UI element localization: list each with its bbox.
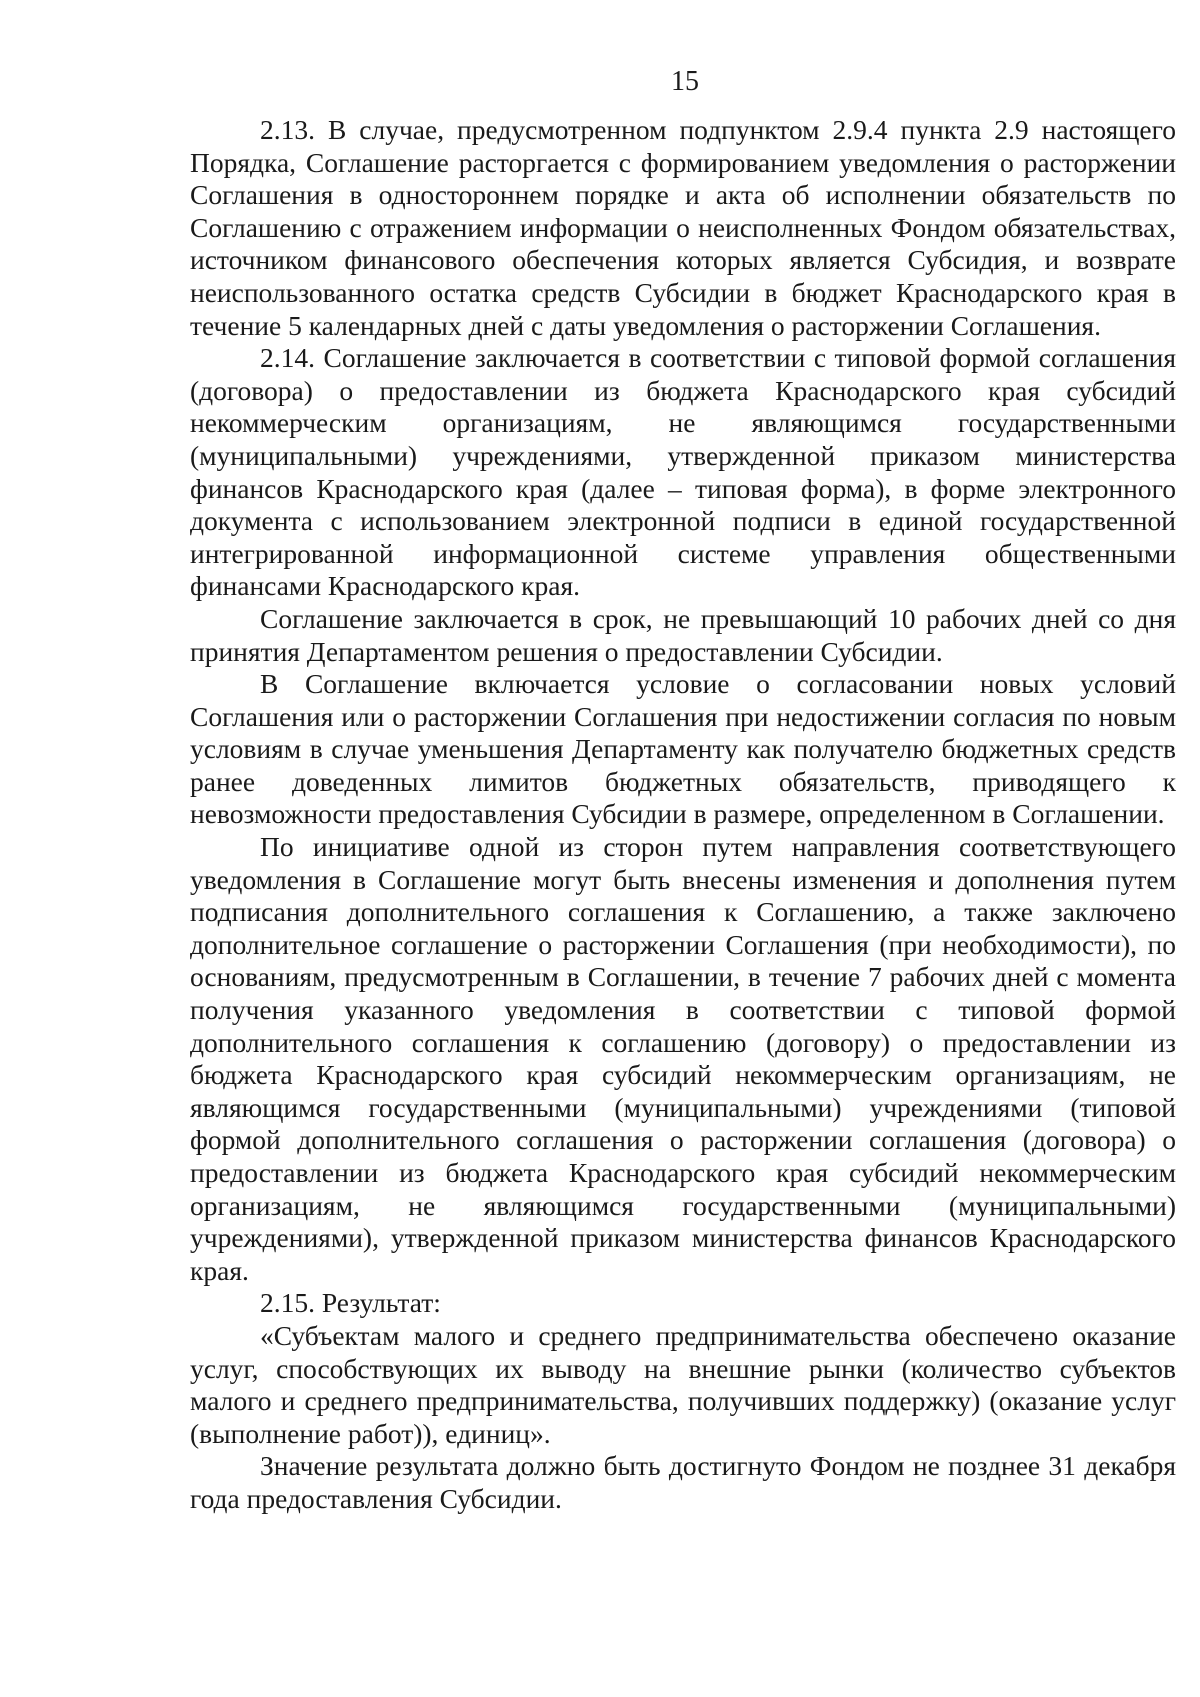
paragraph-new-conditions: В Соглашение включается условие о согласовании новых условий Соглашения или о расторжении Соглашения при недостижении согласия по новым условиям в случае уменьшения Департаменту как получателю бюджетных средств ранее доведенных лимитов бюджетных обязательств, приводящего к невозможности предоставления Субсидии в размере, определенном в Соглашении. [190,668,1176,830]
paragraph-amendments: По инициативе одной из сторон путем направления соответствующего уведомления в Соглашение могут быть внесены изменения и дополнения путем подписания дополнительного соглашения к Соглашению, а также заключено дополнительное соглашение о расторжении Соглашения (при необходимости), по основаниям, предусмотренным в Соглашении, в течение 7 рабочих дней с момента получения указанного уведомления в соответствии с типовой формой дополнительного соглашения к соглашению (договору) о предоставлении из бюджета Краснодарского края субсидий некоммерческим организациям, не являющимся государственными (муниципальными) учреждениями (типовой формой дополнительного соглашения о расторжении соглашения (договора) о предоставлении из бюджета Краснодарского края субсидий некоммерческим организациям, не являющимся государственными (муниципальными) учреждениями), утвержденной приказом министерства финансов Краснодарского края. [190,831,1176,1286]
paragraph-2-15-heading: 2.15. Результат: [260,1287,441,1319]
paragraph-result-quote: «Субъектам малого и среднего предпринимательства обеспечено оказание услуг, способствующих их выводу на внешние рынки (количество субъектов малого и среднего предпринимательства, получивших поддержку) (оказание услуг (выполнение работ)), единиц». [190,1319,1176,1449]
document-body [190,114,1176,1516]
page-number: 15 [671,66,699,97]
paragraph-agreement-term: Соглашение заключается в срок, не превышающий 10 рабочих дней со дня принятия Департаментом решения о предоставлении Субсидии. [190,602,1176,667]
paragraph-result-deadline: Значение результата должно быть достигнуто Фондом не позднее 31 декабря года предоставления Субсидии. [190,1450,1176,1514]
paragraph-2-14: 2.14. Соглашение заключается в соответствии с типовой формой соглашения (договора) о предоставлении из бюджета Краснодарского края субсидий некоммерческим организациям, не являющимся государственными (муниципальными) учреждениями, утвержденной приказом министерства финансов Краснодарского края (далее – типовая форма), в форме электронного документа с использованием электронной подписи в единой государственной интегрированной информационной системе управления общественными финансами Краснодарского края. [190,342,1176,602]
paragraph-2-13: 2.13. В случае, предусмотренном подпунктом 2.9.4 пункта 2.9 настоящего Порядка, Соглашение расторгается с формированием уведомления о расторжении Соглашения в одностороннем порядке и акта об исполнении обязательств по Соглашению с отражением информации о неисполненных Фондом обязательствах, источником финансового обеспечения которых является Субсидия, и возврате неиспользованного остатка средств Субсидии в бюджет Краснодарского края в течение 5 календарных дней с даты уведомления о расторжении Соглашения. [190,114,1176,341]
